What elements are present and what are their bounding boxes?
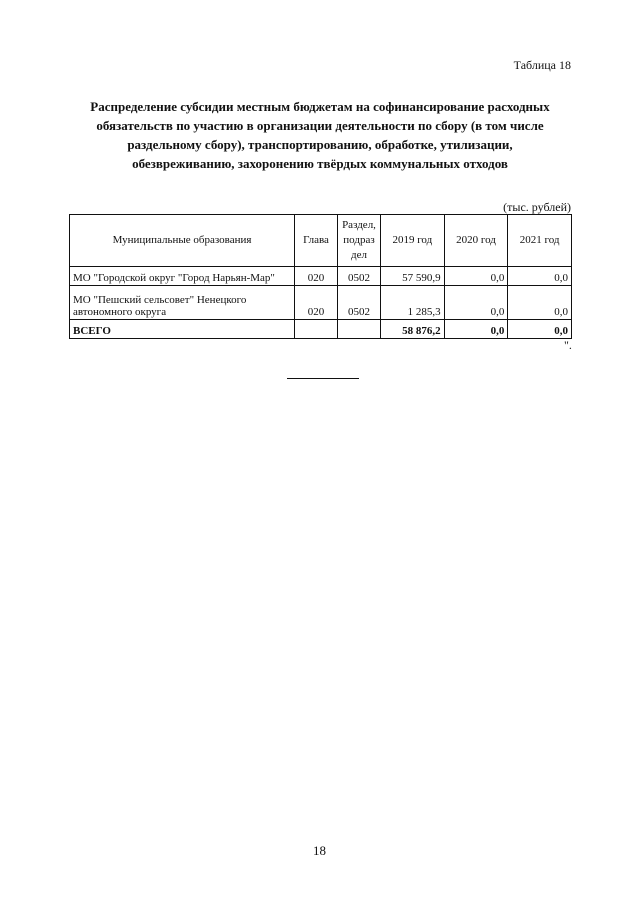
header-2019: 2019 год — [381, 215, 445, 267]
cell-2019: 1 285,3 — [381, 286, 445, 320]
cell-glava: 020 — [295, 286, 338, 320]
table-header-row — [70, 215, 572, 267]
units-label: (тыс. рублей) — [503, 200, 571, 214]
total-glava — [295, 320, 338, 339]
cell-2021: 0,0 — [508, 286, 572, 320]
subsidy-table — [69, 214, 572, 339]
section-divider — [287, 378, 359, 379]
total-2019: 58 876,2 — [381, 320, 445, 339]
cell-glava: 020 — [295, 267, 338, 286]
total-razdel — [338, 320, 381, 339]
header-2020: 2020 год — [444, 215, 508, 267]
header-2021: 2021 год — [508, 215, 572, 267]
total-2021: 0,0 — [508, 320, 572, 339]
table-row — [70, 286, 572, 320]
total-2020: 0,0 — [444, 320, 508, 339]
table-label: Таблица 18 — [513, 58, 571, 72]
cell-municipality: МО "Пешский сельсовет" Ненецкого автономного округа — [70, 286, 295, 320]
cell-razdel: 0502 — [338, 267, 381, 286]
cell-municipality: МО "Городской округ "Город Нарьян-Мар" — [70, 267, 295, 286]
page-number: 18 — [313, 843, 326, 858]
cell-2020: 0,0 — [444, 267, 508, 286]
total-label: ВСЕГО — [70, 320, 295, 339]
cell-2021: 0,0 — [508, 267, 572, 286]
table-row — [70, 267, 572, 286]
cell-razdel: 0502 — [338, 286, 381, 320]
header-razdel: Раздел, подраз дел — [338, 215, 381, 267]
closing-quote: ". — [564, 338, 572, 352]
cell-2019: 57 590,9 — [381, 267, 445, 286]
table-total-row — [70, 320, 572, 339]
cell-2020: 0,0 — [444, 286, 508, 320]
header-municipality: Муниципальные образования — [70, 215, 295, 267]
header-glava: Глава — [295, 215, 338, 267]
document-title: Распределение субсидии местным бюджетам на софинансирование расходных обязательств по участию в организации деятельности по сбору (в том числе раздельному сбору), транспортированию, обработке, утилизации, обезвреживанию, захоронению твёрдых коммунальных отходов — [90, 99, 550, 171]
